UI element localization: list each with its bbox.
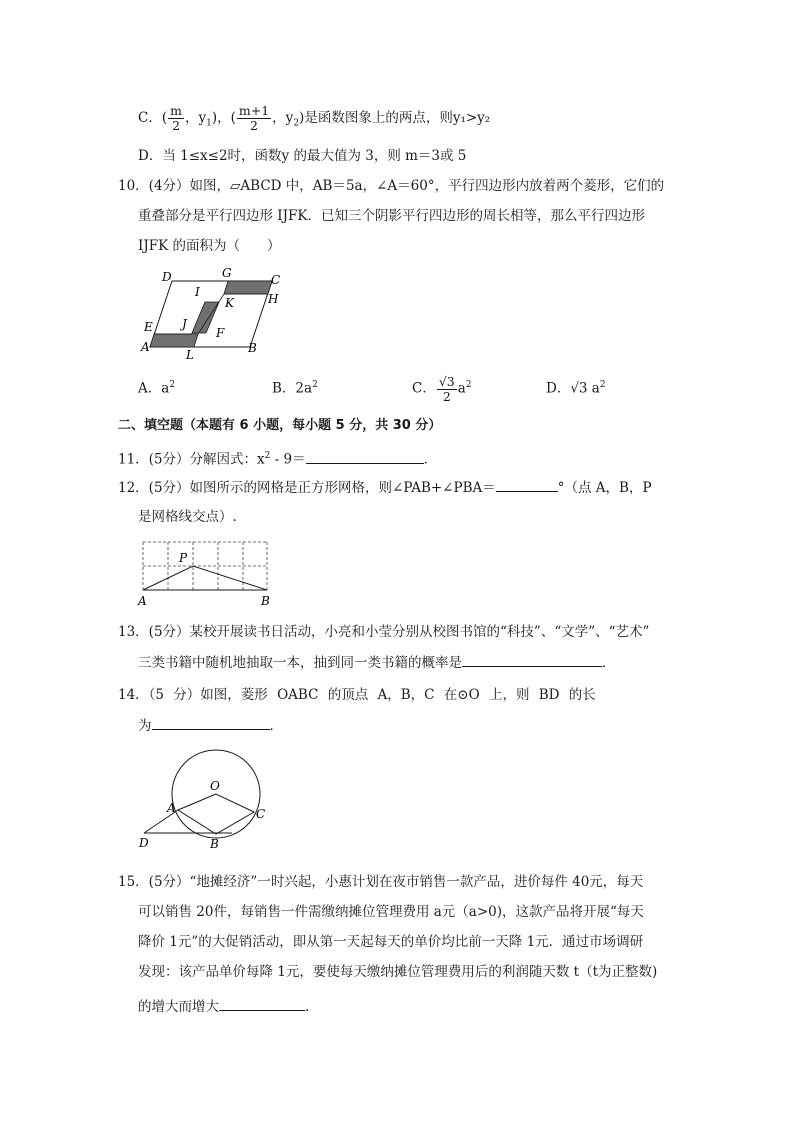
- label-c: C: [256, 807, 266, 821]
- q14-figure: [136, 746, 276, 852]
- label-f: F: [216, 326, 225, 340]
- q12-line-1: 12．(5分）如图所示的网格是正方形网格，则∠PAB+∠PBA＝ °（点 A，B，P: [118, 477, 652, 498]
- answer-blank[interactable]: [306, 449, 424, 464]
- label-a: A: [167, 801, 176, 815]
- q12-line-2: 是网格线交点）.: [138, 509, 237, 525]
- shaded-parallelogram-middle: [192, 302, 219, 333]
- q13-line-2: 三类书籍中随机地抽取一本，抽到同一类书籍的概率是 ．: [138, 652, 616, 673]
- q10-figure: [140, 266, 290, 362]
- q12-figure: [136, 536, 276, 608]
- label-p: P: [179, 551, 188, 565]
- label-e: E: [144, 320, 153, 334]
- q15-line-5: 的增大而增大 .: [138, 996, 309, 1017]
- label-c: C: [271, 273, 281, 287]
- fraction: $\frac{m}{2}$: [170, 103, 182, 133]
- label-h: H: [268, 292, 279, 306]
- q10-option-a: A．$a^2$: [138, 380, 176, 397]
- q10-option-d: D．√3 $a^2$: [546, 380, 606, 397]
- q15-line-1: 15．(5分）“地摊经济”一时兴起，小惠计划在夜市销售一款产品，进价每件 40元，每天: [118, 874, 644, 890]
- answer-blank[interactable]: [152, 715, 270, 730]
- label-j: J: [182, 317, 187, 331]
- q10-option-c: C． $\frac{√3}{2}$ $a^2$: [412, 373, 472, 404]
- q14-line-1: 14．（5 分）如图，菱形 OABC 的顶点 A，B，C 在⊙O 上，则 BD 的长: [118, 687, 596, 703]
- label-i: I: [195, 285, 200, 299]
- label-l: L: [186, 348, 194, 362]
- label-d: D: [139, 836, 149, 850]
- fraction: $\frac{m+1}{2}$: [238, 103, 270, 133]
- answer-blank[interactable]: [462, 652, 602, 667]
- label-a: A: [138, 594, 147, 608]
- q9-option-d: D．当 1≤x≤2时，函数y 的最大值为 3，则 m＝3或 5: [138, 148, 467, 164]
- shaded-parallelogram-top: [224, 281, 272, 294]
- section-2-heading: 二、填空题（本题有 6 小题，每小题 5 分，共 30 分）: [118, 418, 442, 433]
- q15-line-2: 可以销售 20件，每销售一件需缴纳摊位管理费用 a元（a>0)，这款产品将开展“每天: [138, 904, 644, 920]
- label-b: B: [248, 341, 257, 355]
- shaded-parallelogram-bottom: [150, 334, 198, 347]
- label-d: D: [162, 270, 172, 284]
- q9-option-c: C．( $\frac{m}{2}$ ，$y_1$)，( $\frac{m+1}{2}$ ，$y_2$)是函数图象上的两点，则y₁>y₂: [138, 103, 491, 133]
- grid: [143, 542, 267, 590]
- label-a: A: [141, 340, 150, 354]
- q10-line-1: 10．(4分）如图，▱ABCD 中，AB＝5a，∠A＝60°，平行四边形内放着两个菱形，它们的: [118, 178, 665, 194]
- label-b: B: [261, 594, 270, 608]
- q10-option-b: B．$2a^2$: [272, 380, 318, 397]
- label-b: B: [210, 837, 219, 851]
- label-o: O: [210, 779, 220, 793]
- rhombus-oabc: [178, 794, 254, 834]
- q15-line-3: 降价 1元”的大促销活动，即从第一天起每天的单价均比前一天降 1元．通过市场调研: [138, 934, 644, 950]
- answer-blank[interactable]: [219, 996, 305, 1011]
- label-k: K: [225, 296, 234, 310]
- q15-line-4: 发现：该产品单价每降 1元，要使每天缴纳摊位管理费用后的利润随天数 t（t为正整数): [138, 964, 658, 980]
- q14-line-2: 为 ．: [138, 715, 283, 736]
- fraction: $\frac{√3}{2}$: [438, 373, 455, 404]
- q10-line-3: IJFK 的面积为（ ）: [138, 238, 281, 254]
- q13-line-1: 13．(5分）某校开展读书日活动，小亮和小莹分别从校图书馆的“科技”、“文学”、“艺术”: [118, 624, 650, 640]
- label-g: G: [222, 266, 232, 280]
- answer-blank[interactable]: [496, 477, 558, 492]
- q11: 11．(5分）分解因式：$x^2 - 9=$ ．: [118, 446, 437, 470]
- q10-line-2: 重叠部分是平行四边形 IJFK．已知三个阴影平行四边形的周长相等，那么平行四边形: [138, 208, 645, 224]
